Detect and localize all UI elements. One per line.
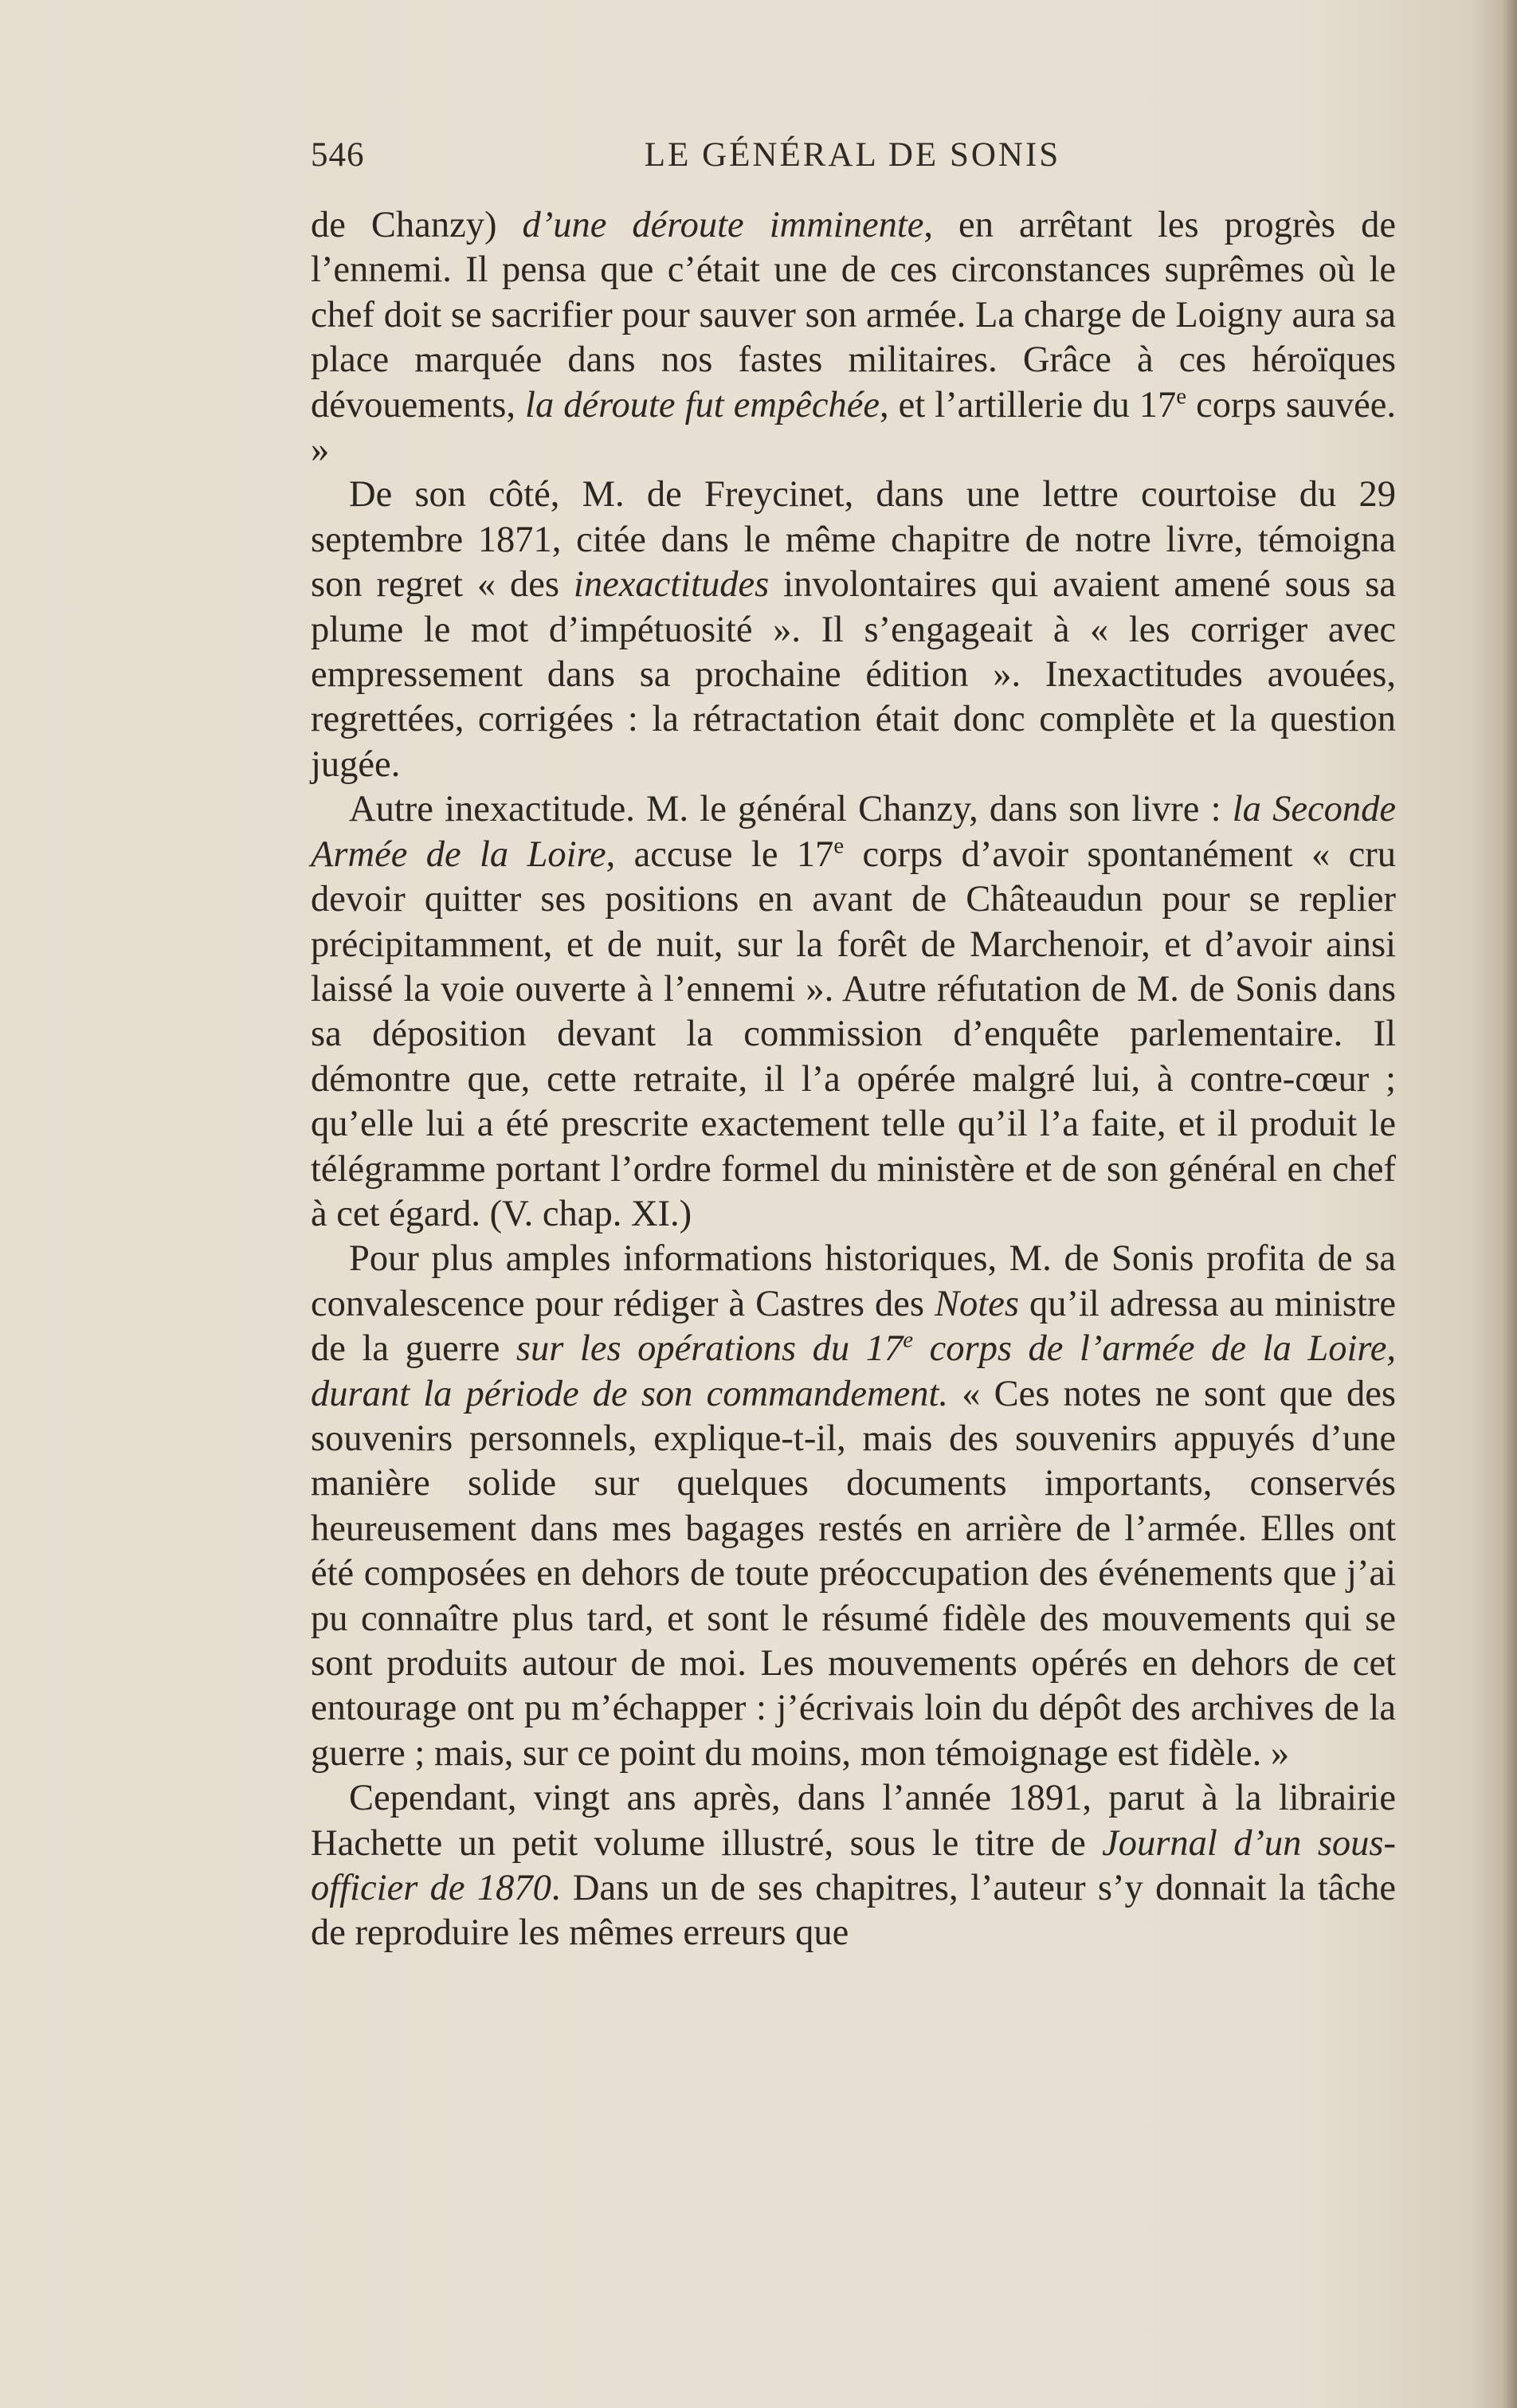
text-run: corps d’avoir spontanément « cru devoir quitter ses positions en avant de Châteaudun pour se replier précipitamment, et de nuit, sur la forêt de Marchenoir, et d’avoir ainsi laissé la voie ouverte à l’ennemi ». Autre réfutation de M. de Sonis dans sa déposition devant la commission d’enquête parlementaire. Il démontre que, cette retraite, il l’a opérée malgré lui, à contre-cœur ; qu’elle lui a été prescrite exactement telle qu’il l’a faite, et il produit le télégramme portant l’ordre formel du ministère et de son général en chef à cet égard. (V. chap. XI.) <box>311 833 1396 1234</box>
text-run: corps sauvée. » <box>311 384 1397 471</box>
superscript: e <box>833 833 845 859</box>
running-header <box>311 135 1394 183</box>
text-run: De son côté, M. de Freycinet, dans une lettre courtoise du 29 septembre 1871, citée dans le même chapitre de notre livre, témoigna son regret « des <box>311 474 1396 606</box>
italic-text: inexactitudes <box>573 564 770 606</box>
text-run: , et l’artillerie du 17 <box>880 384 1177 426</box>
paragraph-4 <box>311 1237 1396 1776</box>
text-run: Pour plus amples informations historiques, M. de Sonis profita de sa convalescence pour rédiger à Castres des <box>311 1238 1396 1324</box>
body-text <box>311 203 1396 1956</box>
italic-text: Journal d’un sous-officier de 1870 <box>311 1822 1397 1909</box>
text-run: qu’il adressa au ministre de la guerre <box>311 1283 1397 1370</box>
text-run: de Chanzy) <box>311 205 523 245</box>
italic-text: Notes <box>935 1283 1019 1324</box>
text-run: . Dans un de ses chapitres, l’auteur s’y donnait la tâche de reproduire les mêmes erreurs que <box>311 1868 1396 1954</box>
text-run: , en arrêtant les progrès de l’ennemi. Il pensa que c’était une de ces circonstances suprêmes où le chef doit se sacrifier pour sauver son armée. La charge de Loigny aura sa place marquée dans nos fastes militaires. Grâce à ces héroïques dévouements, <box>311 205 1396 426</box>
page-number: 546 <box>311 136 365 174</box>
italic-text: la Seconde Armée de la Loire <box>311 789 1396 875</box>
paragraph-5 <box>311 1776 1396 1956</box>
paragraph-1 <box>311 203 1396 473</box>
page-edge-shadow <box>1503 0 1517 2408</box>
superscript: e <box>1176 383 1187 410</box>
italic-text: d’une déroute imminente <box>522 205 924 245</box>
text-run: Autre inexactitude. M. le général Chanzy, dans son livre : <box>349 789 1233 830</box>
paragraph-2 <box>311 473 1396 787</box>
superscript: e <box>903 1327 914 1353</box>
text-run: , accuse le 17 <box>606 833 834 875</box>
running-title: LE GÉNÉRAL DE SONIS <box>644 136 1061 174</box>
paragraph-3 <box>311 787 1396 1237</box>
italic-text: sur les opérations du 17 <box>515 1328 904 1370</box>
text-run: « Ces notes ne sont que des souvenirs personnels, explique-t-il, mais des souvenirs appuyés d’une manière solide sur quelques documents importants, conservés heureusement dans mes bagages restés en arrière de l’armée. Elles ont été composées en dehors de toute préoccupation des événements que j’ai pu connaître plus tard, et sont le résumé fidèle des mouvements qui se sont produits autour de moi. Les mouvements opérés en dehors de cet entourage ont pu m’échapper : j’écrivais loin du dépôt des archives de la guerre ; mais, sur ce point du moins, mon témoignage est fidèle. » <box>311 1373 1396 1774</box>
italic-text: la déroute fut empêchée <box>525 384 880 426</box>
text-run: Cependant, vingt ans après, dans l’année 1891, parut à la librairie Hachette un petit volume illustré, sous le titre de <box>311 1778 1396 1864</box>
italic-text: corps de l’armée de la Loire, durant la période de son commandement. <box>311 1328 1397 1414</box>
text-run: involontaires qui avaient amené sous sa plume le mot d’impétuosité ». Il s’engageait à « les corriger avec empressement dans sa prochaine édition ». Inexactitudes avouées, regrettées, corrigées : la rétractation était donc complète et la question jugée. <box>311 564 1396 785</box>
